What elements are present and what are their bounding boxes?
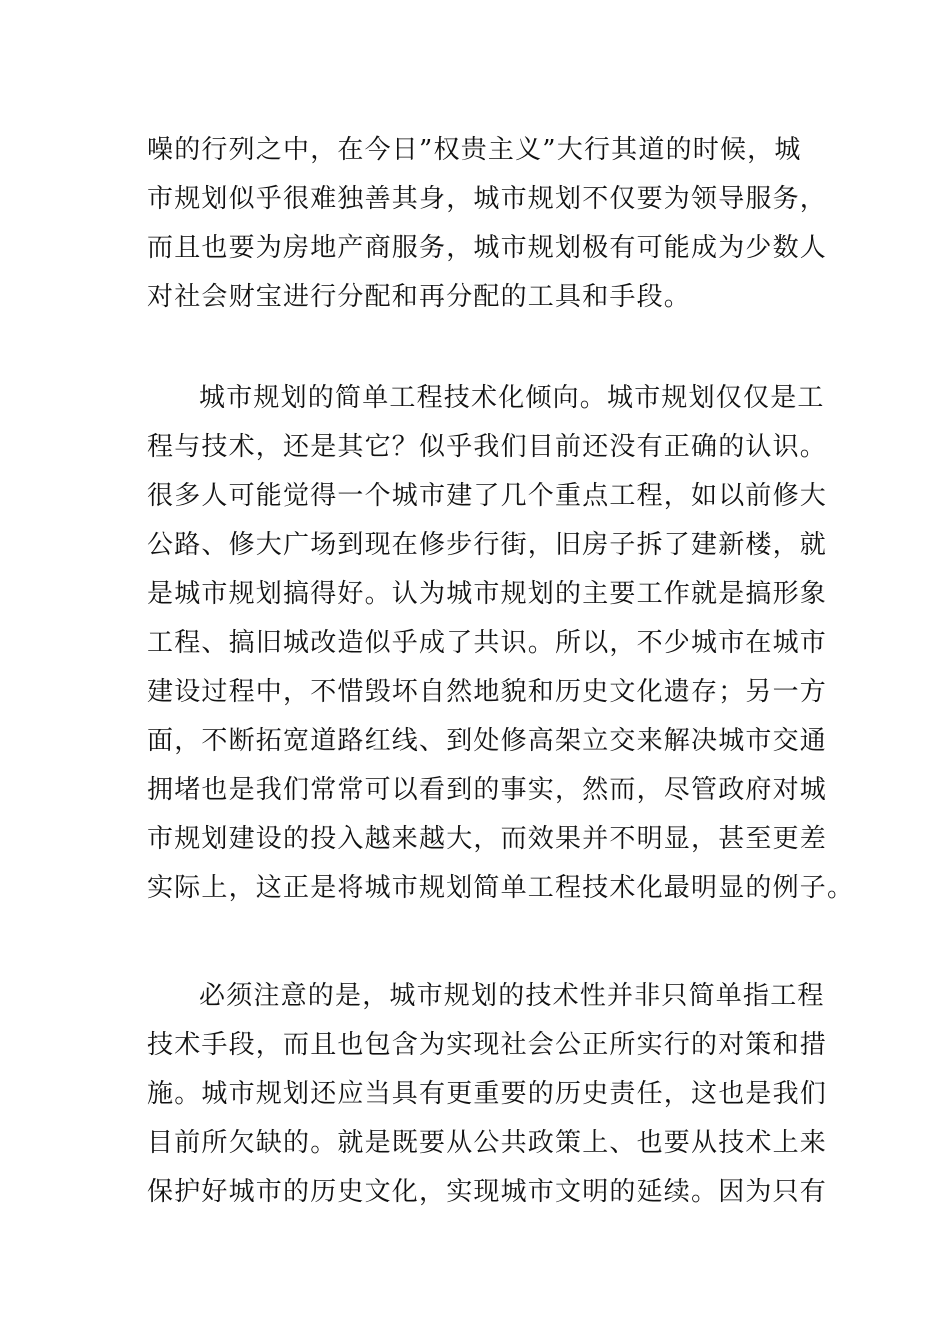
- text-line: 施。城市规划还应当具有更重要的历史责任，这也是我们: [147, 1079, 828, 1109]
- text-line: 对社会财宝进行分配和再分配的工具和手段。: [147, 282, 692, 312]
- text-line: 保护好城市的历史文化，实现城市文明的延续。因为只有: [147, 1177, 828, 1207]
- text-line: 拥堵也是我们常常可以看到的事实，然而，尽管政府对城: [147, 775, 828, 805]
- text-line: 程与技术，还是其它？似乎我们目前还没有正确的认识。: [147, 432, 828, 462]
- text-line: 建设过程中，不惜毁坏自然地貌和历史文化遗存；另一方: [147, 677, 828, 707]
- paragraph-continuation: [147, 126, 828, 322]
- text-line-first: 城市规划的简单工程技术化倾向。城市规划仅仅是工: [199, 383, 825, 413]
- text-line: 噪的行列之中，在今日”权贵主义”大行其道的时候，城: [147, 135, 802, 165]
- text-line: 是城市规划搞得好。认为城市规划的主要工作就是搞形象: [147, 579, 828, 609]
- text-line: 很多人可能觉得一个城市建了几个重点工程，如以前修大: [147, 481, 828, 511]
- text-line: 而且也要为房地产商服务，城市规划极有可能成为少数人: [147, 233, 828, 263]
- text-line: 工程、搞旧城改造似乎成了共识。所以，不少城市在城市: [147, 628, 828, 658]
- text-line: 市规划建设的投入越来越大，而效果并不明显，甚至更差: [147, 824, 828, 854]
- text-line: 公路、修大广场到现在修步行街，旧房子拆了建新楼，就: [147, 530, 828, 560]
- text-line: 目前所欠缺的。就是既要从公共政策上、也要从技术上来: [147, 1128, 828, 1158]
- text-line: 面，不断拓宽道路红线、到处修高架立交来解决城市交通: [147, 726, 828, 756]
- paragraph-engineering-tendency: [147, 374, 855, 913]
- paragraph-technical-nature: [147, 972, 828, 1217]
- text-line: 实际上，这正是将城市规划简单工程技术化最明显的例子。: [147, 873, 855, 903]
- text-line: 市规划似乎很难独善其身，城市规划不仅要为领导服务，: [147, 184, 828, 214]
- text-line: 技术手段，而且也包含为实现社会公正所实行的对策和措: [147, 1030, 828, 1060]
- text-line-first: 必须注意的是，城市规划的技术性并非只简单指工程: [199, 981, 825, 1011]
